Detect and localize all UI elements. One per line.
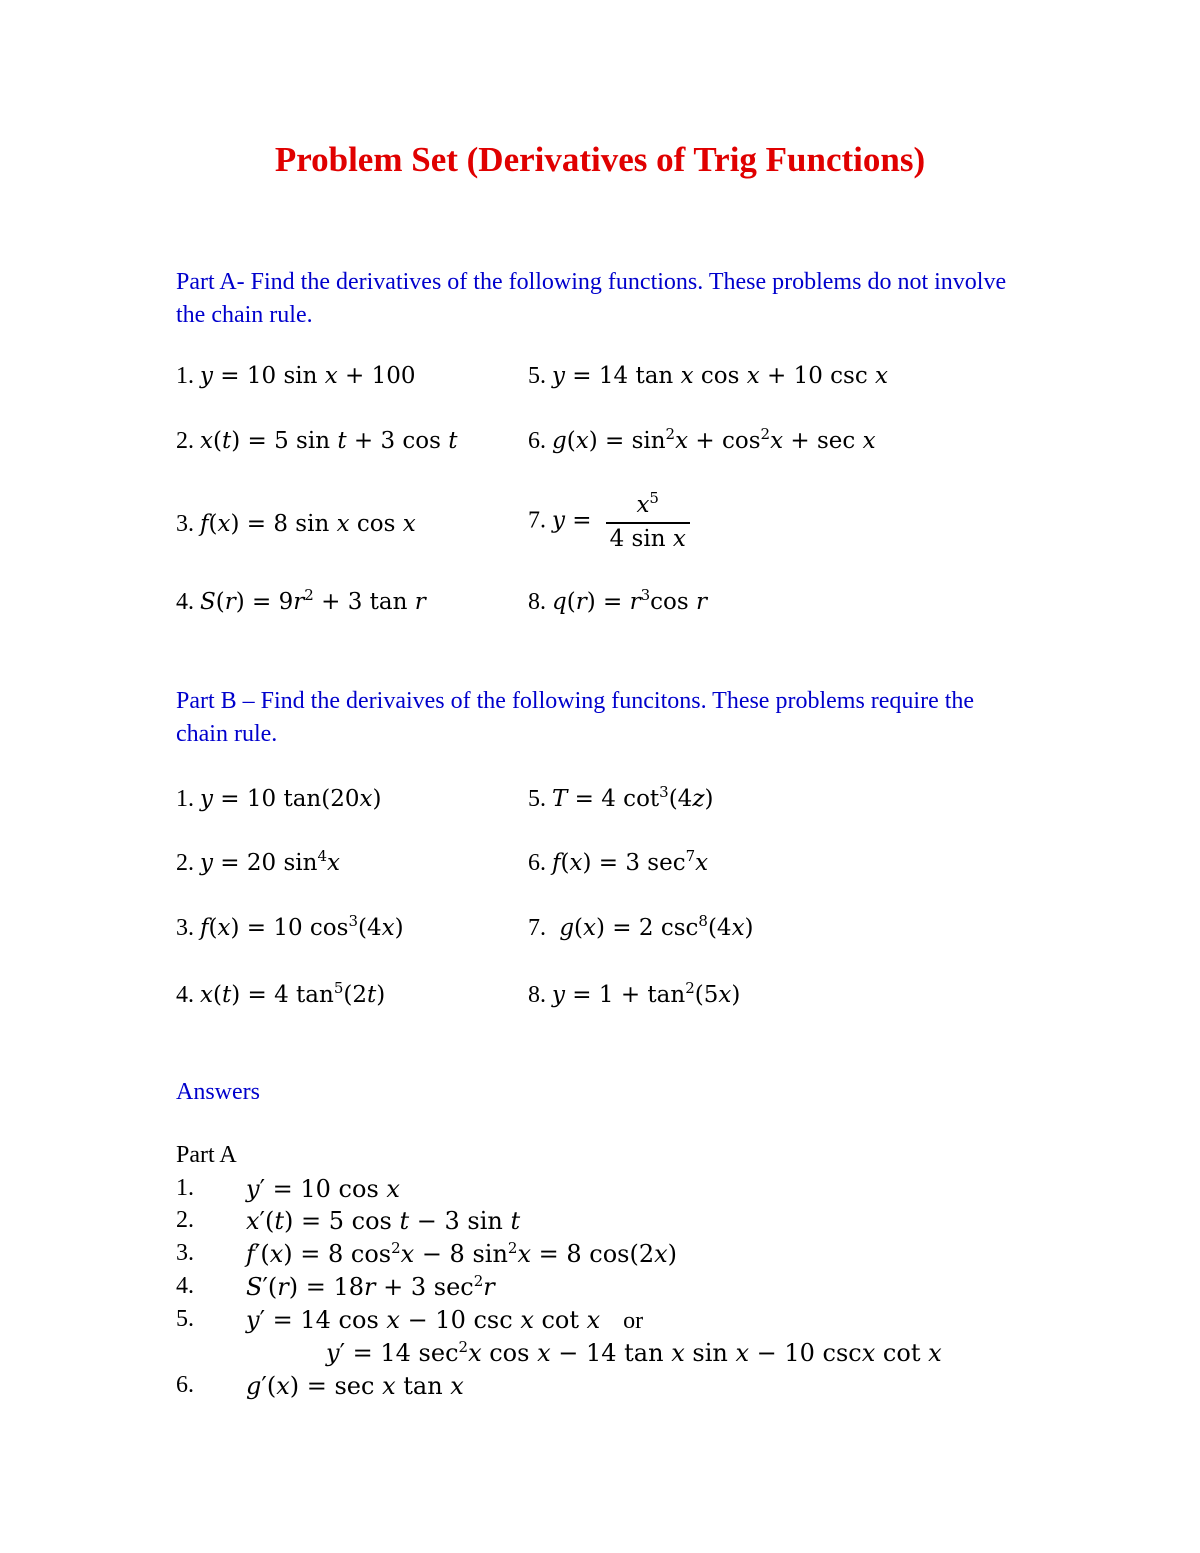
answer-2: x′(t) = 5 cos t − 3 sin t bbox=[246, 1207, 521, 1235]
answer-number: 4. bbox=[176, 1273, 194, 1299]
answer-number: 6. bbox=[176, 1372, 194, 1398]
answer-5: y′ = 14 cos x − 10 csc x cot x or bbox=[246, 1306, 644, 1334]
part-b-problem-8: 8. $y = 1 + \tan^2(5x)$ bbox=[528, 979, 741, 1008]
part-a-problem-2: 2. x(t) = 5 sin t + 3 cos t bbox=[176, 428, 458, 454]
part-a-problem-1: 1. y = 10 sin x + 100 bbox=[176, 363, 416, 389]
part-b-problem-5: 5. T = 4 $\cot^3(4z)$ bbox=[528, 783, 714, 812]
part-b-problem-1: 1. y = 10 tan(20x) bbox=[176, 786, 382, 812]
part-a-problem-6: 6. $g(x) = \sin^2x + \cos^2x + \sec x$ bbox=[528, 425, 876, 454]
part-b-problem-7: 7. g(x) = 2 $\csc^8(4x)$ bbox=[528, 912, 754, 941]
part-a-problem-4: 4. $S(r) = 9r^2 + 3$ tan r bbox=[176, 586, 426, 615]
answer-number: 1. bbox=[176, 1175, 194, 1201]
answers-heading: Answers bbox=[176, 1079, 260, 1105]
part-a-problem-7: 7. y = $\frac{x^5}{\text{4 sin x}}$ bbox=[528, 490, 690, 554]
part-b-problem-3: 3. f(x) = 10 $\cos^3(4x)$ bbox=[176, 912, 404, 941]
fraction: $\frac{x^5}{\text{4 sin x}}$ bbox=[606, 490, 690, 554]
part-b-instructions: Part B – Find the derivaives of the following funcitons. These problems require the chain rule. bbox=[176, 688, 975, 747]
part-a-instructions: Part A- Find the derivatives of the following functions. These problems do not involve the chain rule. bbox=[176, 269, 1007, 328]
answer-number: 2. bbox=[176, 1207, 194, 1233]
answer-number: 5. bbox=[176, 1306, 194, 1332]
answer-4: S′(r) = 18r + 3 $\sec^2r$ bbox=[246, 1272, 495, 1301]
answer-5-alternate: y′ = 14 $\sec^2x$ cos x − 14 tan x sin x − 10 cscx cot x bbox=[326, 1338, 942, 1367]
part-b-problem-2: 2. y = 20 $\sin^4x$ bbox=[176, 847, 340, 876]
answer-6: g′(x) = sec x tan x bbox=[246, 1372, 464, 1400]
page-title: Problem Set (Derivatives of Trig Functions) bbox=[274, 140, 926, 179]
part-a-problem-8: 8. $q(r) = r^3\cos$ r bbox=[528, 586, 707, 615]
part-b-problem-4: 4. x(t) = 4 $\tan^5(2t)$ bbox=[176, 979, 386, 1008]
part-a-problem-3: 3. f(x) = 8 sin x cos x bbox=[176, 511, 416, 537]
answer-3: f′(x) = 8 $\cos^2x - 8$ $\sin^2x = 8$ cos(2x) bbox=[246, 1239, 678, 1268]
part-a-problem-5: 5. y = 14 tan x cos x + 10 csc x bbox=[528, 363, 889, 389]
part-b-problem-6: 6. f(x) = 3 $\sec^7x$ bbox=[528, 847, 709, 876]
answer-number: 3. bbox=[176, 1240, 194, 1266]
answer-1: y′ = 10 cos x bbox=[246, 1175, 400, 1203]
answers-part-a-label: Part A bbox=[176, 1142, 237, 1168]
